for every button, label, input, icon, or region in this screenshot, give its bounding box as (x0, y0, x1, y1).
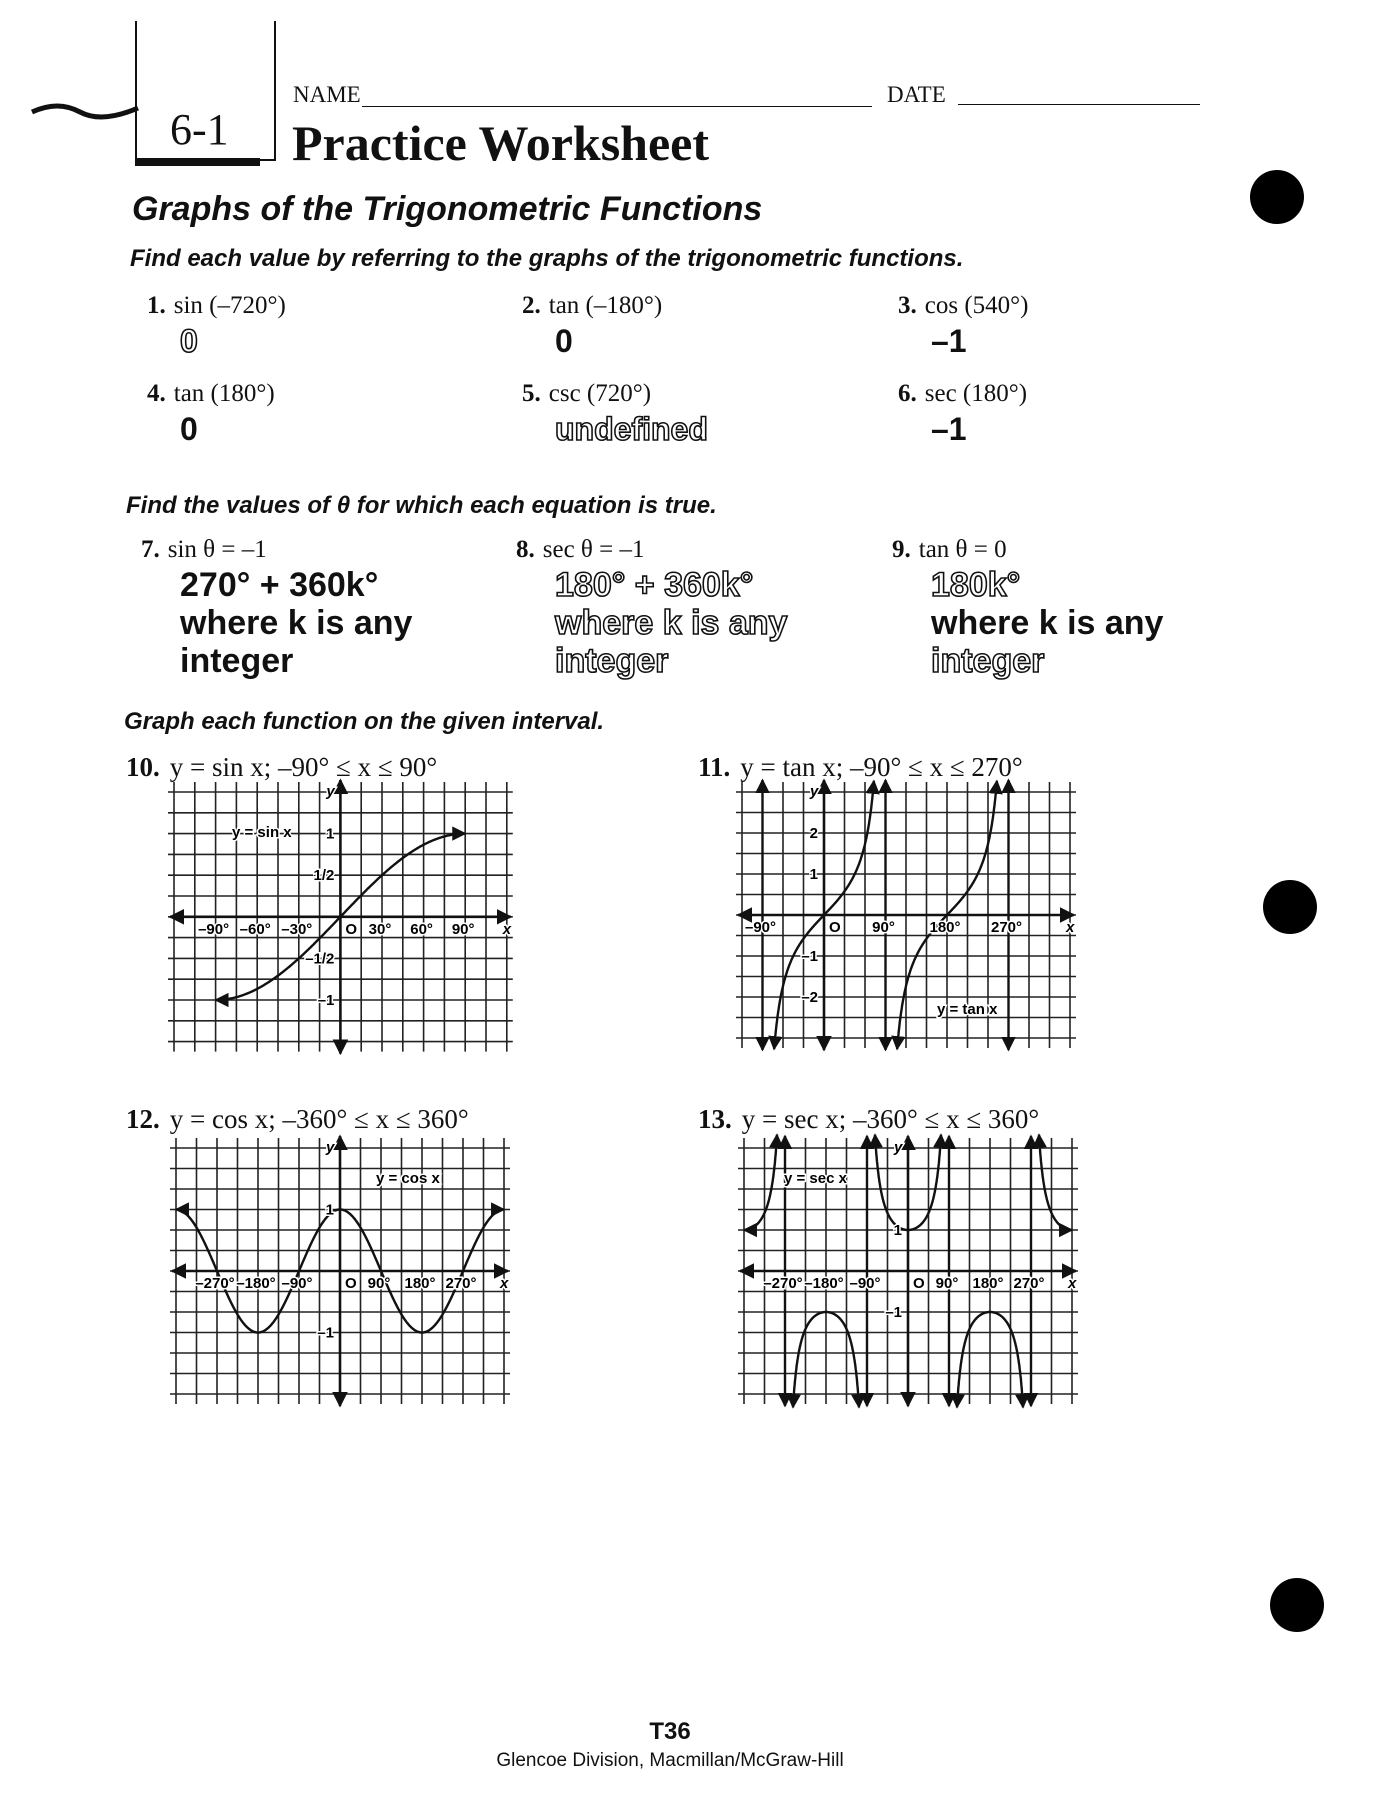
problem-number: 9. (892, 536, 911, 563)
publisher: Glencoe Division, Macmillan/McGraw-Hill (496, 1750, 844, 1771)
x-tick-label: –90° (744, 919, 777, 936)
x-tick-label: –270° (763, 1275, 803, 1292)
curve-label: y = cos x (376, 1170, 440, 1187)
problem-expression: sin θ = –1 (167, 536, 267, 563)
problem-number: 6. (898, 380, 917, 407)
problem-expression: tan (–180°) (548, 292, 663, 319)
curve-label: y = sec x (784, 1170, 847, 1187)
curve-label: y = tan x (937, 1001, 998, 1018)
punch-hole (1250, 170, 1304, 224)
lesson-number: 6-1 (170, 105, 229, 154)
y-tick-label: –1 (317, 1324, 334, 1342)
x-tick-label: –90° (281, 1275, 313, 1292)
origin-label: O (345, 1275, 357, 1292)
problem (516, 536, 645, 564)
y-tick-label: 1 (809, 866, 818, 883)
problem-number: 2. (522, 292, 541, 319)
x-tick-label: 270° (445, 1275, 477, 1292)
answer: 0 (180, 323, 198, 359)
problem (892, 536, 1007, 564)
problem-expression: y = sin x; –90° ≤ x ≤ 90° (169, 752, 438, 782)
problem (147, 380, 275, 408)
date-field[interactable] (958, 104, 1200, 105)
answer-line: where k is any (180, 604, 413, 642)
date-label: DATE (887, 82, 946, 107)
x-tick-label: –90° (849, 1275, 881, 1292)
y-tick-label: 1 (893, 1222, 902, 1239)
y-axis-label: y (810, 783, 819, 800)
name-label: NAME (293, 82, 361, 107)
graph-cos (162, 1134, 518, 1408)
graph-sec (730, 1134, 1086, 1408)
problem-expression: cos (540°) (924, 292, 1029, 319)
problem-expression: tan (180°) (173, 380, 275, 407)
y-tick-label: 2 (809, 825, 818, 842)
problem-number: 8. (516, 536, 535, 563)
problem (898, 292, 1028, 320)
x-tick-label: 270° (990, 919, 1023, 936)
problem-number: 5. (522, 380, 541, 407)
answer-line: 180k° (931, 566, 1021, 604)
problem-expression: sin (–720°) (173, 292, 286, 319)
y-tick-label: 1/2 (313, 867, 335, 885)
answer: 0 (555, 323, 573, 359)
curve-branch (1039, 1135, 1072, 1230)
y-tick-label: 1 (326, 825, 335, 843)
section2-instruction: Find the values of θ for which each equation is true. (126, 492, 717, 519)
y-axis-label: y (326, 1139, 335, 1156)
answer-line: integer (931, 642, 1045, 680)
x-tick-label: –180° (804, 1275, 844, 1292)
graph-tan (728, 778, 1084, 1052)
y-tick-label: –1 (885, 1304, 902, 1321)
graph-problem (126, 1104, 469, 1135)
answer-line: integer (555, 642, 669, 680)
curve-branch (744, 1135, 777, 1230)
x-tick-label: 90° (367, 1275, 391, 1292)
origin-label: O (913, 1275, 925, 1292)
x-axis-label: x (502, 920, 512, 938)
lesson-tab-bar (135, 158, 260, 166)
y-tick-label: 1 (325, 1201, 334, 1219)
problem (147, 292, 286, 320)
x-axis-label: x (1066, 919, 1075, 936)
page-title: Practice Worksheet (292, 115, 709, 171)
problem-number: 3. (898, 292, 917, 319)
graph-problem (698, 1104, 1039, 1135)
problem-number: 13. (698, 1104, 732, 1134)
x-tick-label: –60° (239, 920, 271, 938)
problem-expression: sec θ = –1 (542, 536, 645, 563)
problem-expression: tan θ = 0 (918, 536, 1007, 563)
punch-hole (1270, 1578, 1324, 1632)
y-tick-label: –1/2 (305, 950, 335, 968)
answer-line: 270° + 360k° (180, 566, 379, 604)
problem (898, 380, 1027, 408)
graph-sin (160, 778, 521, 1056)
x-axis-label: x (500, 1275, 509, 1292)
problem-number: 7. (141, 536, 160, 563)
x-tick-label: –30° (281, 920, 313, 938)
y-tick-label: –1 (801, 948, 818, 965)
problem (522, 292, 662, 320)
y-axis-label: y (326, 783, 335, 800)
x-tick-label: 270° (1013, 1275, 1045, 1292)
answer: undefined (555, 411, 708, 447)
x-axis-label: x (1068, 1275, 1077, 1292)
curve-label: y = sin x (232, 824, 292, 841)
problem-number: 1. (147, 292, 166, 319)
x-tick-label: –180° (236, 1275, 276, 1292)
x-tick-label: 60° (410, 920, 433, 938)
problem-expression: csc (720°) (548, 380, 652, 407)
problem-expression: y = sec x; –360° ≤ x ≤ 360° (741, 1104, 1040, 1134)
page-number: T36 (649, 1718, 691, 1745)
punch-hole (1263, 880, 1317, 934)
x-tick-label: 180° (929, 919, 961, 936)
problem-expression: sec (180°) (924, 380, 1028, 407)
x-tick-label: –90° (198, 920, 230, 938)
problem-number: 11. (698, 752, 731, 782)
x-tick-label: 90° (935, 1275, 959, 1292)
scan-mark (30, 100, 140, 120)
x-tick-label: 90° (872, 919, 895, 936)
y-axis-label: y (894, 1139, 903, 1156)
y-tick-label: –1 (317, 992, 335, 1009)
problem-expression: y = cos x; –360° ≤ x ≤ 360° (169, 1104, 469, 1134)
page-subtitle: Graphs of the Trigonometric Functions (132, 190, 763, 228)
answer: –1 (931, 323, 967, 359)
problem-number: 4. (147, 380, 166, 407)
x-tick-label: 180° (404, 1275, 436, 1292)
origin-label: O (829, 919, 841, 936)
name-field[interactable] (362, 106, 872, 107)
answer-line: where k is any (555, 604, 788, 642)
problem-number: 12. (126, 1104, 160, 1134)
problem-expression: y = tan x; –90° ≤ x ≤ 270° (740, 752, 1023, 782)
problem (141, 536, 267, 564)
answer: 0 (180, 411, 198, 447)
answer-line: integer (180, 642, 294, 680)
problem-number: 10. (126, 752, 160, 782)
section1-instruction: Find each value by referring to the graphs of the trigonometric functions. (130, 245, 964, 272)
section3-instruction: Graph each function on the given interval. (124, 708, 605, 735)
x-tick-label: 180° (972, 1275, 1004, 1292)
x-tick-label: 90° (451, 920, 475, 938)
x-tick-label: 30° (368, 920, 392, 938)
problem (522, 380, 651, 408)
answer-line: where k is any (931, 604, 1164, 642)
y-tick-label: –2 (801, 989, 818, 1006)
x-tick-label: –270° (195, 1275, 235, 1292)
answer: –1 (931, 411, 967, 447)
origin-label: O (345, 920, 358, 938)
answer-line: 180° + 360k° (555, 566, 754, 604)
